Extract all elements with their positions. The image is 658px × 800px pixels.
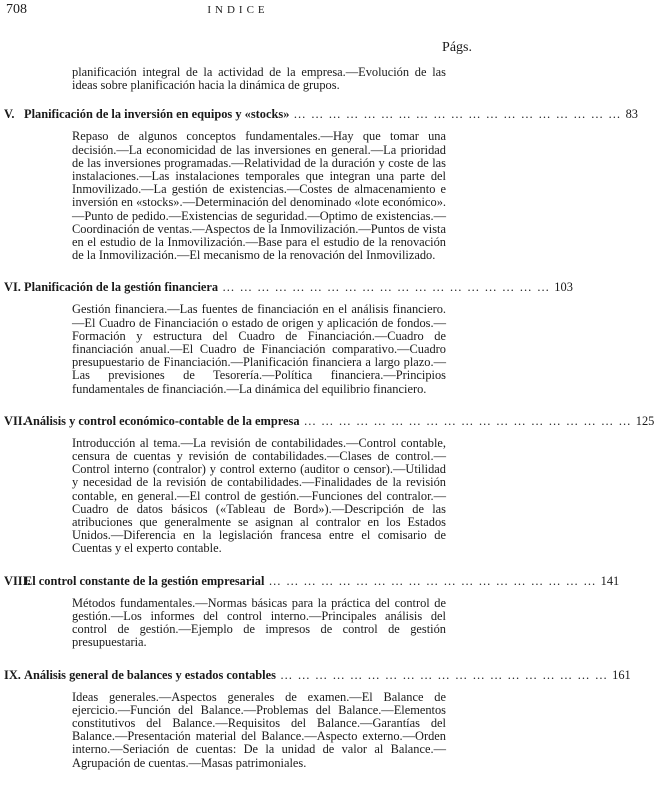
running-head: INDICE	[207, 4, 269, 16]
chapter-number: VIII.	[4, 573, 31, 588]
chapter-title: Análisis y control económico-contable de la empresa	[24, 413, 300, 428]
chapter-page: 161	[612, 667, 631, 682]
chapter-heading-ix	[4, 667, 631, 683]
chapter-page: 141	[600, 573, 620, 588]
chapter-summary: Repaso de algunos conceptos fundamentales.—Hay que tomar una decisión.—La economicidad de las inversiones en general.—La prioridad de las inversiones programadas.—Relatividad de la duración y coste de las instalaciones.—Las instalaciones temporales que integran una parte del Inmovilizado.—La gestión de existencias.—Costes de almacenamiento e inversión en «stocks».—Determinación del denominado «lote económico».—Punto de pedido.—Existencias de seguridad.—Optimo de existencias.—Coordinación de ventas.—Aspectos de la Inmovilización.—Puntos de vista en el estudio de la Inmovilización.—Base para el estudio de la renovación de la Inmovilización.—El mecanismo de la renovación del Inmovilizado.	[72, 129, 446, 263]
chapter-title: Planificación de la inversión en equipos y «stocks»	[24, 107, 290, 122]
chapter-summary: Introducción al tema.—La revisión de contabilidades.—Control contable, censura de cuentas y revisión de contabilidades.—Clases de control.—Control interno (contralor) y control externo (auditor o censor).—Utilidad y necesidad de la revisión de contabilidades.—Finalidades de la revisión contable, en general.—El control de gestión.—Funciones del contralor.—Cuadro de datos básicos («Tableau de Bord»).—Descripción de las atribuciones que generalmente se asignan al contralor en los Estados Unidos.—Diferencia en la legislación francesa entre el comisario de Cuentas y el experto contable.	[72, 435, 446, 556]
chapter-heading-v	[4, 107, 638, 122]
chapter-number: VI.	[4, 280, 21, 295]
chapter-title: Planificación de la gestión financiera	[24, 280, 219, 295]
chapter-title: El control constante de la gestión empresarial	[24, 573, 265, 588]
chapter-title: Análisis general de balances y estados contables	[24, 667, 276, 682]
chapter-heading-vi	[4, 280, 573, 295]
chapter-page: 103	[554, 280, 573, 295]
dot-leader: … … … … … … … … … … … … … … … … … … …	[303, 413, 632, 428]
chapter-page: 125	[635, 413, 655, 428]
pages-column-label: Págs.	[442, 40, 472, 55]
chapter-page: 83	[625, 107, 638, 122]
intro-paragraph: planificación integral de la actividad de la empresa.—Evolución de las ideas sobre planificación hacia la dinámica de grupos.	[72, 65, 446, 93]
page-number: 708	[6, 2, 27, 17]
chapter-number: VII.	[4, 413, 26, 428]
chapter-number: IX.	[4, 667, 21, 682]
chapter-number: V.	[4, 107, 15, 122]
chapter-summary: Métodos fundamentales.—Normas básicas para la práctica del control de gestión.—Los informes del control interno.—Principales análisis del control de gestión.—Ejemplo de impresos de control de gestión presupuestaria.	[72, 595, 446, 650]
chapter-summary: Gestión financiera.—Las fuentes de financiación en el análisis financiero.—El Cuadro de Financiación o estado de origen y aplicación de fondos.—Formación y estructura del Cuadro de Financiación.—Cuadro de financiación anual.—El Cuadro de Financiación comparativo.—Cuadro presupuestario de Financiación.—Planificación financiera a largo plazo.—Las previsiones de Tesorería.—Política financiera.—Principios fundamentales de financiación.—La dinámica del equilibrio financiero.	[72, 302, 446, 396]
dot-leader: … … … … … … … … … … … … … … … … … … …	[222, 280, 551, 295]
chapter-heading-vii	[4, 413, 655, 429]
table-of-contents	[0, 65, 655, 770]
page-header	[0, 0, 476, 60]
dot-leader: … … … … … … … … … … … … … … … … … … …	[293, 107, 622, 122]
chapter-summary: Ideas generales.—Aspectos generales de examen.—El Balance de ejercicio.—Función del Balance.—Problemas del Balance.—Elementos constitutivos del Balance.—Requisitos del Balance.—Garantías del Balance.—Presentación material del Balance.—Aspecto externo.—Orden interno.—Seriación de cuentas: De la unidad de valor al Balance.—Agrupación de cuentas.—Masas patrimoniales.	[72, 689, 446, 770]
dot-leader: … … … … … … … … … … … … … … … … … … …	[279, 667, 609, 682]
dot-leader: … … … … … … … … … … … … … … … … … … …	[268, 573, 597, 588]
chapter-heading-viii	[4, 573, 620, 589]
